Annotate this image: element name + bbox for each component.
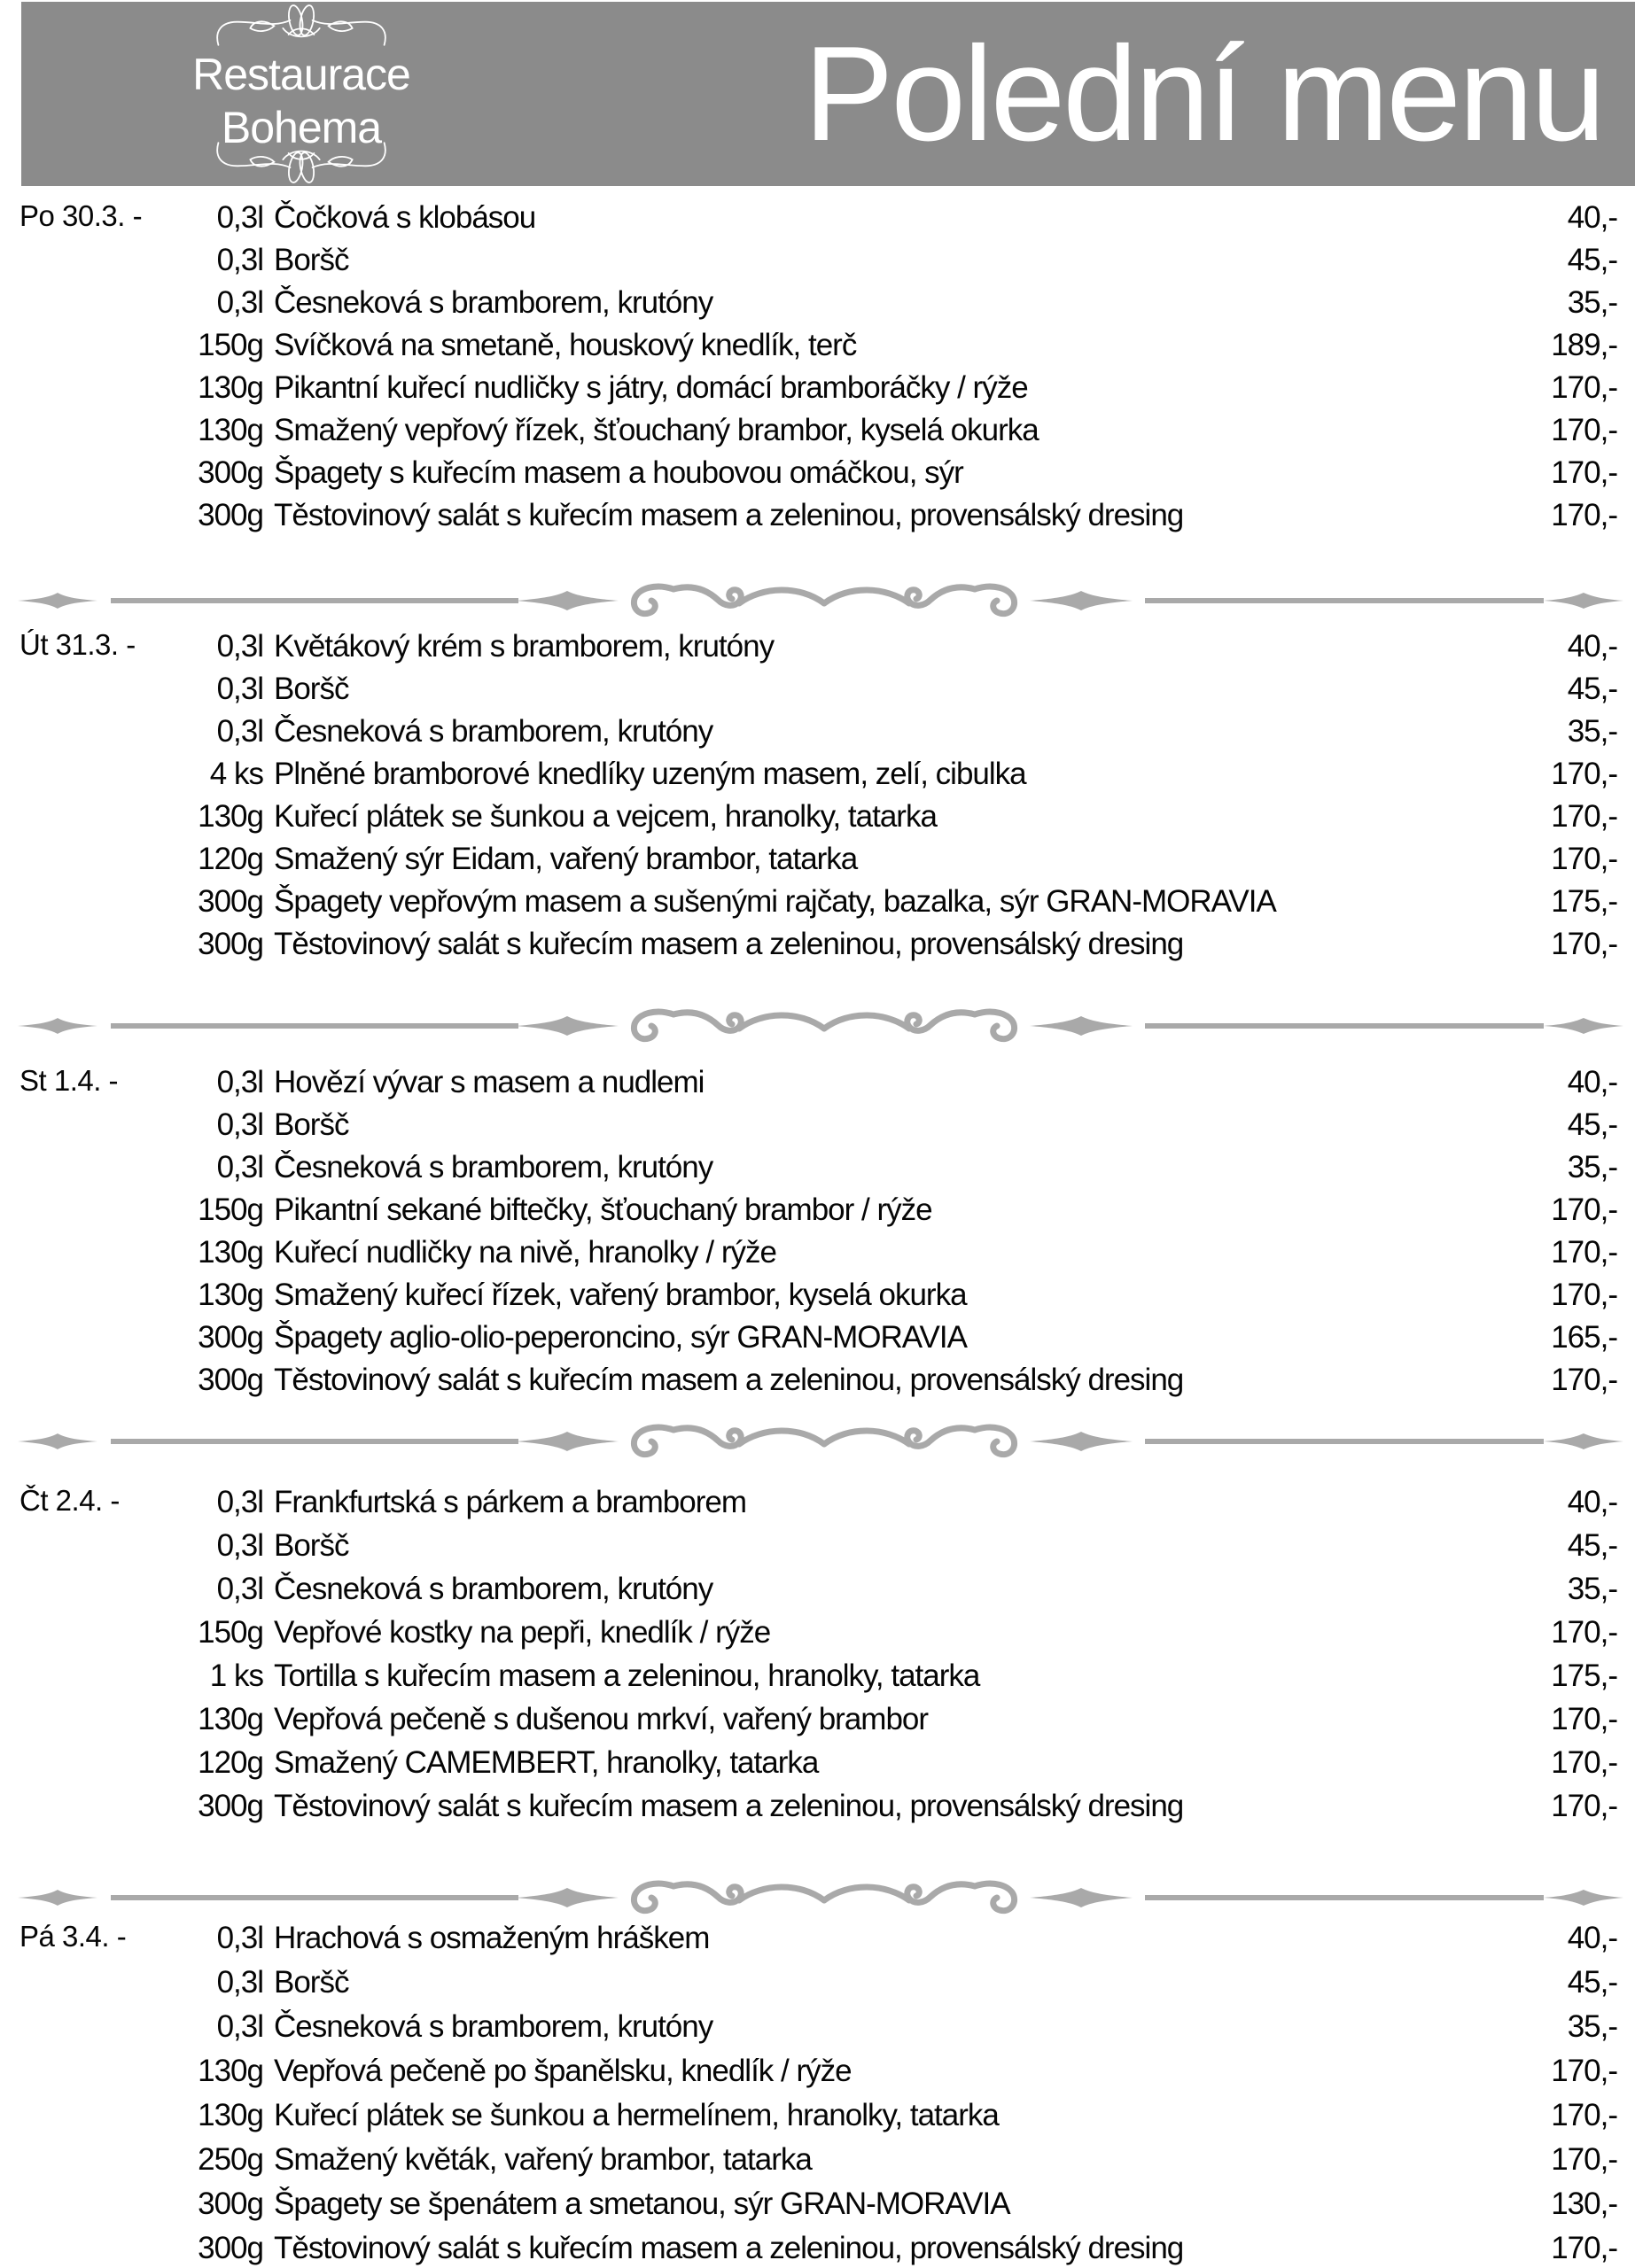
item-name: Smažený CAMEMBERT, hranolky, tatarka [274,1745,819,1780]
menu-item-row [0,409,1635,452]
divider-ornament-icon [18,1422,1623,1461]
menu-item-row [0,668,1635,711]
item-name: Smažený květák, vařený brambor, tatarka [274,2142,812,2177]
item-price: 40,- [1567,629,1617,664]
menu-item-row [0,2006,1635,2048]
item-name: Smažený vepřový řízek, šťouchaný brambor, kyselá okurka [274,413,1039,447]
item-name: Těstovinový salát s kuřecím masem a zeleninou, provensálský dresing [274,498,1184,532]
item-name: Pikantní sekané biftečky, šťouchaný brambor / rýže [274,1192,932,1227]
item-name: Špagety vepřovým masem a sušenými rajčaty, bazalka, sýr GRAN-MORAVIA [274,884,1276,919]
item-price: 165,- [1551,1320,1617,1355]
item-price: 170,- [1551,2231,1617,2265]
menu-item-row [0,796,1635,838]
item-price: 45,- [1567,672,1617,706]
item-name: Těstovinový salát s kuřecím masem a zeleninou, provensálský dresing [274,2231,1184,2265]
item-price: 170,- [1551,2142,1617,2177]
item-price: 170,- [1551,1363,1617,1397]
item-quantity: 0,3l [216,1528,263,1563]
item-quantity: 130g [198,1235,263,1270]
item-name: Frankfurtská s párkem a bramborem [274,1485,747,1519]
item-name: Smažený sýr Eidam, vařený brambor, tatarka [274,842,858,876]
menu-item-row [0,1189,1635,1231]
menu-item-row [0,625,1635,668]
item-price: 170,- [1551,2054,1617,2088]
item-name: Špagety s kuřecím masem a houbovou omáčkou, sýr [274,455,963,490]
item-quantity: 300g [198,884,263,919]
item-quantity: 300g [198,1320,263,1355]
divider-ornament-icon [18,1878,1623,1917]
item-price: 40,- [1567,1485,1617,1519]
menu-item-row [0,1655,1635,1697]
day-label: St 1.4. - [19,1064,119,1097]
day-label: Po 30.3. - [19,199,143,232]
menu-item-row [0,494,1635,537]
item-price: 170,- [1551,927,1617,961]
item-quantity: 130g [198,1702,263,1736]
item-quantity: 130g [198,1278,263,1312]
day-label: Čt 2.4. - [19,1484,120,1517]
item-quantity: 0,3l [216,629,263,664]
item-name: Boršč [274,1965,349,2000]
item-price: 45,- [1567,1107,1617,1142]
menu-item-row [0,923,1635,966]
item-price: 45,- [1567,1965,1617,2000]
item-price: 170,- [1551,757,1617,791]
item-price: 40,- [1567,1065,1617,1099]
item-name: Kuřecí plátek se šunkou a vejcem, hranolky, tatarka [274,799,937,834]
item-quantity: 300g [198,927,263,961]
item-name: Špagety aglio-olio-peperoncino, sýr GRAN-MORAVIA [274,1320,967,1355]
item-name: Čočková s klobásou [274,200,536,235]
menu-item-row [0,1742,1635,1784]
item-name: Květákový krém s bramborem, krutóny [274,629,775,664]
day-label: Út 31.3. - [19,628,136,661]
menu-item-row [0,452,1635,494]
item-price: 45,- [1567,1528,1617,1563]
item-quantity: 130g [198,2098,263,2132]
item-price: 40,- [1567,1921,1617,1955]
item-price: 35,- [1567,1150,1617,1184]
menu-item-row [0,1917,1635,1960]
item-name: Česneková s bramborem, krutóny [274,2009,713,2044]
item-quantity: 120g [198,842,263,876]
item-name: Kuřecí nudličky na nivě, hranolky / rýže [274,1235,776,1270]
item-price: 170,- [1551,413,1617,447]
item-quantity: 130g [198,370,263,405]
item-price: 189,- [1551,328,1617,362]
menu-item-row [0,1612,1635,1654]
logo-line-restaurace: Restaurace [192,50,410,99]
menu-item-row [0,1698,1635,1741]
item-price: 35,- [1567,1572,1617,1606]
item-name: Boršč [274,1107,349,1142]
item-name: Boršč [274,672,349,706]
menu-item-row [0,1481,1635,1524]
item-name: Boršč [274,243,349,277]
item-quantity: 0,3l [216,1965,263,2000]
menu-item-row [0,1274,1635,1317]
item-quantity: 150g [198,328,263,362]
item-price: 175,- [1551,1658,1617,1693]
menu-item-row [0,2183,1635,2225]
item-quantity: 300g [198,498,263,532]
item-quantity: 0,3l [216,672,263,706]
menu-item-row [0,1961,1635,2004]
item-price: 175,- [1551,884,1617,919]
item-price: 170,- [1551,370,1617,405]
menu-item-row [0,2227,1635,2268]
item-price: 170,- [1551,1278,1617,1312]
item-quantity: 0,3l [216,1150,263,1184]
item-name: Špagety se špenátem a smetanou, sýr GRAN-MORAVIA [274,2186,1010,2221]
item-price: 35,- [1567,2009,1617,2044]
item-name: Hovězí vývar s masem a nudlemi [274,1065,705,1099]
item-quantity: 120g [198,1745,263,1780]
item-name: Vepřová pečeně po španělsku, knedlík / rýže [274,2054,852,2088]
item-price: 170,- [1551,1702,1617,1736]
item-quantity: 130g [198,2054,263,2088]
divider-ornament-icon [18,1006,1623,1045]
menu-item-row [0,1104,1635,1146]
menu-item-row [0,1785,1635,1828]
item-name: Hrachová s osmaženým hráškem [274,1921,710,1955]
item-quantity: 4 ks [209,757,263,791]
item-quantity: 130g [198,799,263,834]
item-price: 35,- [1567,714,1617,749]
divider-ornament-icon [18,581,1623,620]
menu-item-row [0,324,1635,367]
item-price: 170,- [1551,1235,1617,1270]
item-quantity: 300g [198,2186,263,2221]
item-quantity: 0,3l [216,1065,263,1099]
menu-item-row [0,239,1635,282]
item-name: Smažený kuřecí řízek, vařený brambor, kyselá okurka [274,1278,967,1312]
item-price: 170,- [1551,1745,1617,1780]
item-name: Těstovinový salát s kuřecím masem a zeleninou, provensálský dresing [274,1363,1184,1397]
item-name: Česneková s bramborem, krutóny [274,285,713,320]
item-name: Těstovinový salát s kuřecím masem a zeleninou, provensálský dresing [274,927,1184,961]
item-quantity: 0,3l [216,1107,263,1142]
item-price: 130,- [1551,2186,1617,2221]
item-name: Česneková s bramborem, krutóny [274,1150,713,1184]
logo-line-bohema: Bohema [221,103,382,152]
menu-item-row [0,282,1635,324]
item-quantity: 150g [198,1615,263,1650]
item-quantity: 0,3l [216,1485,263,1519]
item-name: Svíčková na smetaně, houskový knedlík, terč [274,328,857,362]
item-quantity: 0,3l [216,1921,263,1955]
menu-item-row [0,838,1635,881]
item-price: 170,- [1551,842,1617,876]
item-name: Plněné bramborové knedlíky uzeným masem, zelí, cibulka [274,757,1026,791]
menu-item-row [0,1061,1635,1104]
item-price: 170,- [1551,1192,1617,1227]
item-name: Česneková s bramborem, krutóny [274,714,713,749]
menu-item-row [0,881,1635,923]
item-quantity: 250g [198,2142,263,2177]
item-price: 45,- [1567,243,1617,277]
item-price: 170,- [1551,498,1617,532]
day-label: Pá 3.4. - [19,1920,127,1953]
item-quantity: 0,3l [216,200,263,235]
item-quantity: 0,3l [216,1572,263,1606]
item-price: 170,- [1551,799,1617,834]
menu-item-row [0,2050,1635,2093]
item-name: Pikantní kuřecí nudličky s játry, domácí bramboráčky / rýže [274,370,1028,405]
item-quantity: 150g [198,1192,263,1227]
item-name: Boršč [274,1528,349,1563]
item-quantity: 0,3l [216,285,263,320]
menu-item-row [0,2094,1635,2137]
item-quantity: 130g [198,413,263,447]
menu-item-row [0,1317,1635,1359]
item-quantity: 300g [198,2231,263,2265]
page-title: Polední menu [804,19,1603,169]
item-price: 170,- [1551,2098,1617,2132]
item-quantity: 1 ks [209,1658,263,1693]
item-name: Kuřecí plátek se šunkou a hermelínem, hranolky, tatarka [274,2098,999,2132]
item-quantity: 0,3l [216,714,263,749]
item-price: 170,- [1551,1615,1617,1650]
item-quantity: 300g [198,1363,263,1397]
menu-item-row [0,367,1635,409]
item-name: Vepřová pečeně s dušenou mrkví, vařený brambor [274,1702,929,1736]
menu-item-row [0,1568,1635,1611]
item-quantity: 0,3l [216,243,263,277]
item-name: Česneková s bramborem, krutóny [274,1572,713,1606]
item-quantity: 300g [198,455,263,490]
item-price: 35,- [1567,285,1617,320]
item-name: Těstovinový salát s kuřecím masem a zeleninou, provensálský dresing [274,1789,1184,1823]
item-price: 40,- [1567,200,1617,235]
item-price: 170,- [1551,1789,1617,1823]
menu-item-row [0,753,1635,796]
item-price: 170,- [1551,455,1617,490]
menu-item-row [0,711,1635,753]
item-name: Vepřové kostky na pepři, knedlík / rýže [274,1615,771,1650]
item-quantity: 300g [198,1789,263,1823]
menu-item-row [0,1525,1635,1567]
item-name: Tortilla s kuřecím masem a zeleninou, hranolky, tatarka [274,1658,980,1693]
item-quantity: 0,3l [216,2009,263,2044]
menu-item-row [0,2139,1635,2181]
menu-item-row [0,1146,1635,1189]
menu-item-row [0,1231,1635,1274]
menu-item-row [0,1359,1635,1402]
menu-item-row [0,197,1635,239]
